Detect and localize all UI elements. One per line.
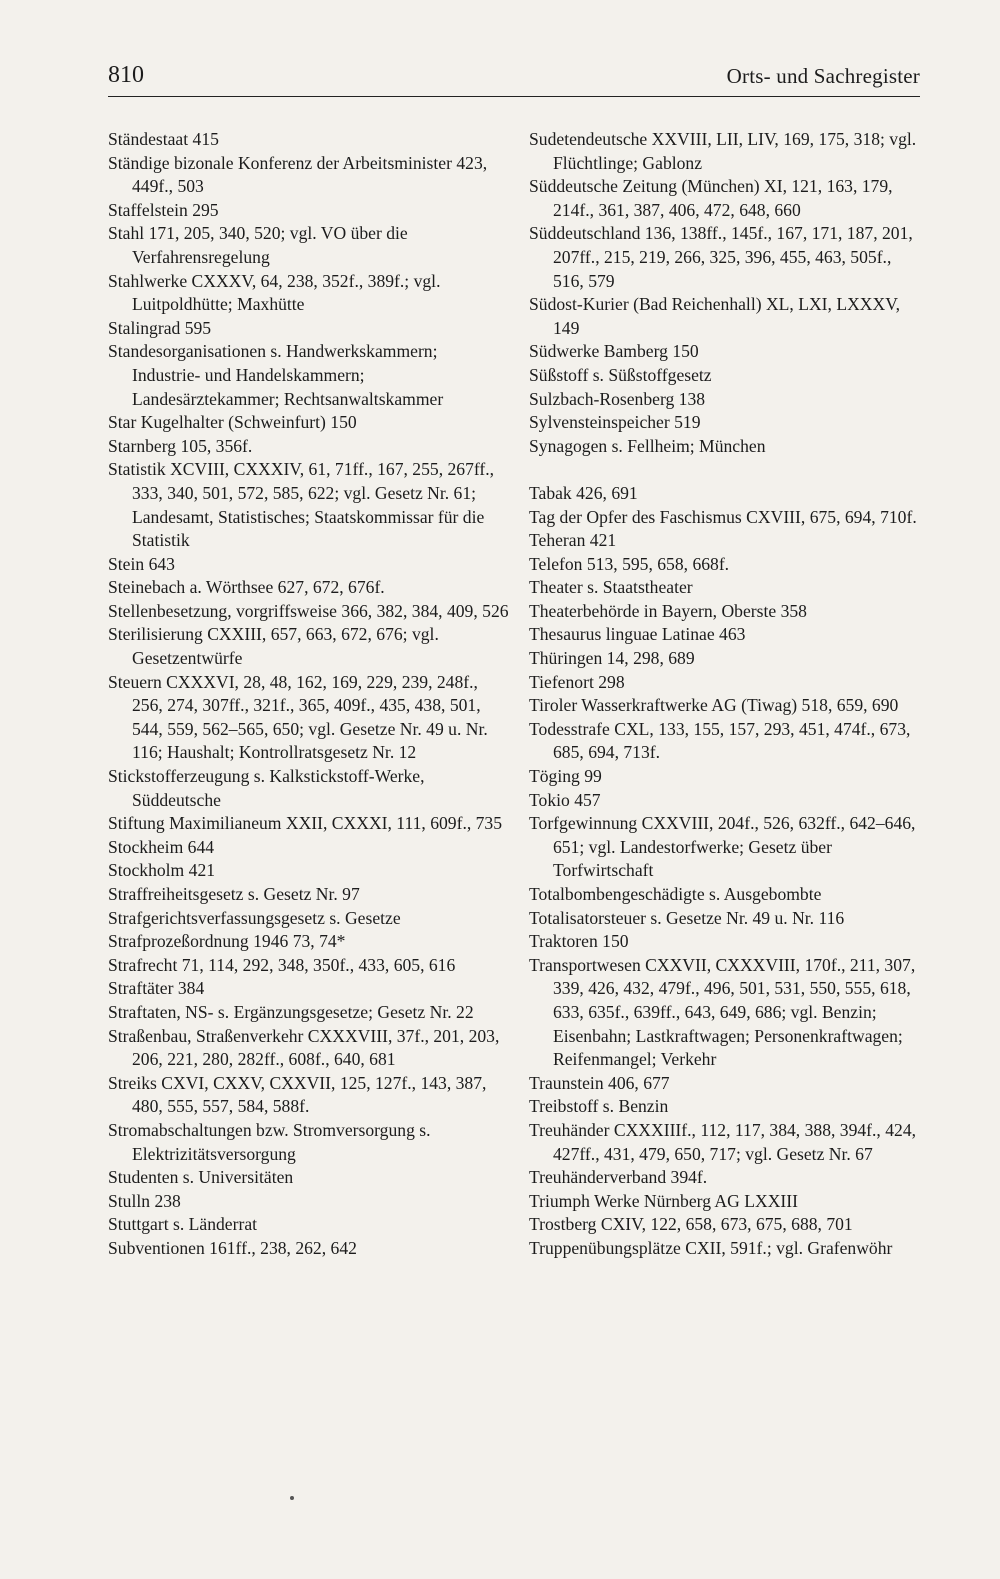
section-gap xyxy=(529,458,921,482)
index-entry: Tiefenort 298 xyxy=(529,671,625,692)
index-entry: Staffelstein 295 xyxy=(108,199,219,220)
index-entry: Stein 643 xyxy=(108,553,175,574)
page-number: 810 xyxy=(108,62,144,88)
index-entry: Traktoren 150 xyxy=(529,931,629,952)
index-entry: Straffreiheitsgesetz s. Gesetz Nr. 97 xyxy=(108,884,360,904)
index-entry: Triumph Werke Nürnberg AG LXXIII xyxy=(529,1190,798,1211)
index-entry: Studenten s. Universitäten xyxy=(108,1167,294,1188)
index-entry: Treuhänder CXXXIIIf., 112, 117, 384, 388, 394f., 424, 427ff., 431, 479, 650, 717; vgl. Gesetz Nr. 67 xyxy=(529,1119,917,1164)
running-title: Orts- und Sachregister xyxy=(726,64,920,88)
index-entry: Starnberg 105, 356f. xyxy=(108,435,253,456)
index-entry: Ständestaat 415 xyxy=(108,129,219,149)
index-entry: Töging 99 xyxy=(529,766,602,787)
index-entry: Stulln 238 xyxy=(108,1190,181,1211)
index-entry: Traunstein 406, 677 xyxy=(529,1072,670,1093)
index-entry: Star Kugelhalter (Schweinfurt) 150 xyxy=(108,412,357,433)
index-entry: Strafrecht 71, 114, 292, 348, 350f., 433, 605, 616 xyxy=(108,954,456,975)
index-entry: Teheran 421 xyxy=(529,530,617,551)
index-entry: Straftäter 384 xyxy=(108,978,205,999)
index-entry: Synagogen s. Fellheim; München xyxy=(529,435,766,456)
index-entry: Stockholm 421 xyxy=(108,860,216,881)
index-group-s xyxy=(529,128,921,458)
index-entry: Theater s. Staatstheater xyxy=(529,577,693,598)
index-entry: Subventionen 161ff., 238, 262, 642 xyxy=(108,1237,357,1258)
index-entry: Telefon 513, 595, 658, 668f. xyxy=(529,553,730,574)
index-entry: Stockheim 644 xyxy=(108,836,215,857)
index-entry: Standesorganisationen s. Handwerkskammern; Industrie- und Handelskammern; Landesärztekammer; Rechtsanwaltskammer xyxy=(108,341,444,409)
index-entry: Strafprozeßordnung 1946 73, 74* xyxy=(108,931,346,952)
index-entry: Truppenübungsplätze CXII, 591f.; vgl. Grafenwöhr xyxy=(529,1237,893,1258)
index-entry: Sterilisierung CXXIII, 657, 663, 672, 676; vgl. Gesetzentwürfe xyxy=(108,624,439,669)
index-entry: Torfgewinnung CXXVIII, 204f., 526, 632ff., 642–646, 651; vgl. Landestorfwerke; Gesetz über Torfwirtschaft xyxy=(529,813,916,881)
index-entry: Tabak 426, 691 xyxy=(529,482,638,503)
index-column-right xyxy=(529,128,921,1261)
index-entry: Steinebach a. Wörthsee 627, 672, 676f. xyxy=(108,577,385,598)
index-entry: Todesstrafe CXL, 133, 155, 157, 293, 451, 474f., 673, 685, 694, 713f. xyxy=(529,718,911,763)
index-entry: Thesaurus linguae Latinae 463 xyxy=(529,624,746,645)
index-entry: Süddeutsche Zeitung (München) XI, 121, 163, 179, 214f., 361, 387, 406, 472, 648, 660 xyxy=(529,176,893,220)
index-entry: Stahl 171, 205, 340, 520; vgl. VO über die Verfahrensregelung xyxy=(108,223,408,267)
index-entry: Steuern CXXXVI, 28, 48, 162, 169, 229, 239, 248f., 256, 274, 307ff., 321f., 365, 409f., 435, 438, 501, 544, 559, 562–565, 650; vgl. Gesetze Nr. 49 u. Nr. 116; Haushalt; Kontrollratsgesetz Nr. 12 xyxy=(108,671,488,763)
index-entry: Südost-Kurier (Bad Reichenhall) XL, LXI, LXXXV, 149 xyxy=(529,294,901,338)
index-entry: Straßenbau, Straßenverkehr CXXXVIII, 37f., 201, 203, 206, 221, 280, 282ff., 608f., 640, 681 xyxy=(108,1025,500,1070)
index-entry: Sylvensteinspeicher 519 xyxy=(529,412,701,433)
index-group-t xyxy=(529,482,921,1261)
index-entry: Stromabschaltungen bzw. Stromversorgung s. Elektrizitätsversorgung xyxy=(108,1119,431,1164)
index-entry: Streiks CXVI, CXXV, CXXVII, 125, 127f., 143, 387, 480, 555, 557, 584, 588f. xyxy=(108,1072,487,1117)
index-entry: Stahlwerke CXXXV, 64, 238, 352f., 389f.; vgl. Luitpoldhütte; Maxhütte xyxy=(108,270,441,315)
index-entry: Süddeutschland 136, 138ff., 145f., 167, 171, 187, 201, 207ff., 215, 219, 266, 325, 396, 455, 463, 505f., 516, 579 xyxy=(529,223,913,291)
index-entry: Totalbombengeschädigte s. Ausgebombte xyxy=(529,884,822,904)
index-entry: Transportwesen CXXVII, CXXXVIII, 170f., 211, 307, 339, 426, 432, 479f., 496, 501, 531, 550, 555, 618, 633, 635f., 639ff., 643, 649, 686; vgl. Benzin; Eisenbahn; Lastkraftwagen; Personenkraftwagen; Reifenmangel; Verkehr xyxy=(529,954,916,1070)
index-entry: Stiftung Maximilianeum XXII, CXXXI, 111, 609f., 735 xyxy=(108,813,503,834)
index-entry: Stalingrad 595 xyxy=(108,317,212,338)
index-entry: Treibstoff s. Benzin xyxy=(529,1096,669,1117)
index-entry: Stickstofferzeugung s. Kalkstickstoff-Werke, Süddeutsche xyxy=(108,766,425,810)
index-entry: Tokio 457 xyxy=(529,789,601,810)
index-entry: Straftaten, NS- s. Ergänzungsgesetze; Gesetz Nr. 22 xyxy=(108,1001,474,1022)
index-entry: Sudetendeutsche XXVIII, LII, LIV, 169, 175, 318; vgl. Flüchtlinge; Gablonz xyxy=(529,129,917,173)
index-entry: Tiroler Wasserkraftwerke AG (Tiwag) 518, 659, 690 xyxy=(529,695,899,716)
index-entry: Totalisatorsteuer s. Gesetze Nr. 49 u. Nr. 116 xyxy=(529,907,845,928)
index-entry: Stuttgart s. Länderrat xyxy=(108,1214,258,1235)
index-entry: Trostberg CXIV, 122, 658, 673, 675, 688, 701 xyxy=(529,1214,853,1235)
index-entry: Theaterbehörde in Bayern, Oberste 358 xyxy=(529,600,807,621)
index-entry: Tag der Opfer des Faschismus CXVIII, 675, 694, 710f. xyxy=(529,506,917,527)
index-entry: Süßstoff s. Süßstoffgesetz xyxy=(529,364,712,385)
page-header xyxy=(108,62,920,97)
index-entry: Thüringen 14, 298, 689 xyxy=(529,648,695,669)
index-entry: Statistik XCVIII, CXXXIV, 61, 71ff., 167, 255, 267ff., 333, 340, 501, 572, 585, 622; vgl. Gesetz Nr. 61; Landesamt, Statistisches; Staatskommissar für die Statistik xyxy=(108,459,495,551)
index-column-left xyxy=(108,128,510,1261)
index-entry: Ständige bizonale Konferenz der Arbeitsminister 423, 449f., 503 xyxy=(108,152,488,197)
index-entry: Sulzbach-Rosenberg 138 xyxy=(529,388,706,409)
index-entry: Südwerke Bamberg 150 xyxy=(529,341,699,362)
index-entry: Strafgerichtsverfassungsgesetz s. Gesetze xyxy=(108,907,401,928)
index-entry: Stellenbesetzung, vorgriffsweise 366, 382, 384, 409, 526 xyxy=(108,600,509,621)
index-entry: Treuhänderverband 394f. xyxy=(529,1167,708,1188)
stray-mark xyxy=(290,1496,294,1500)
